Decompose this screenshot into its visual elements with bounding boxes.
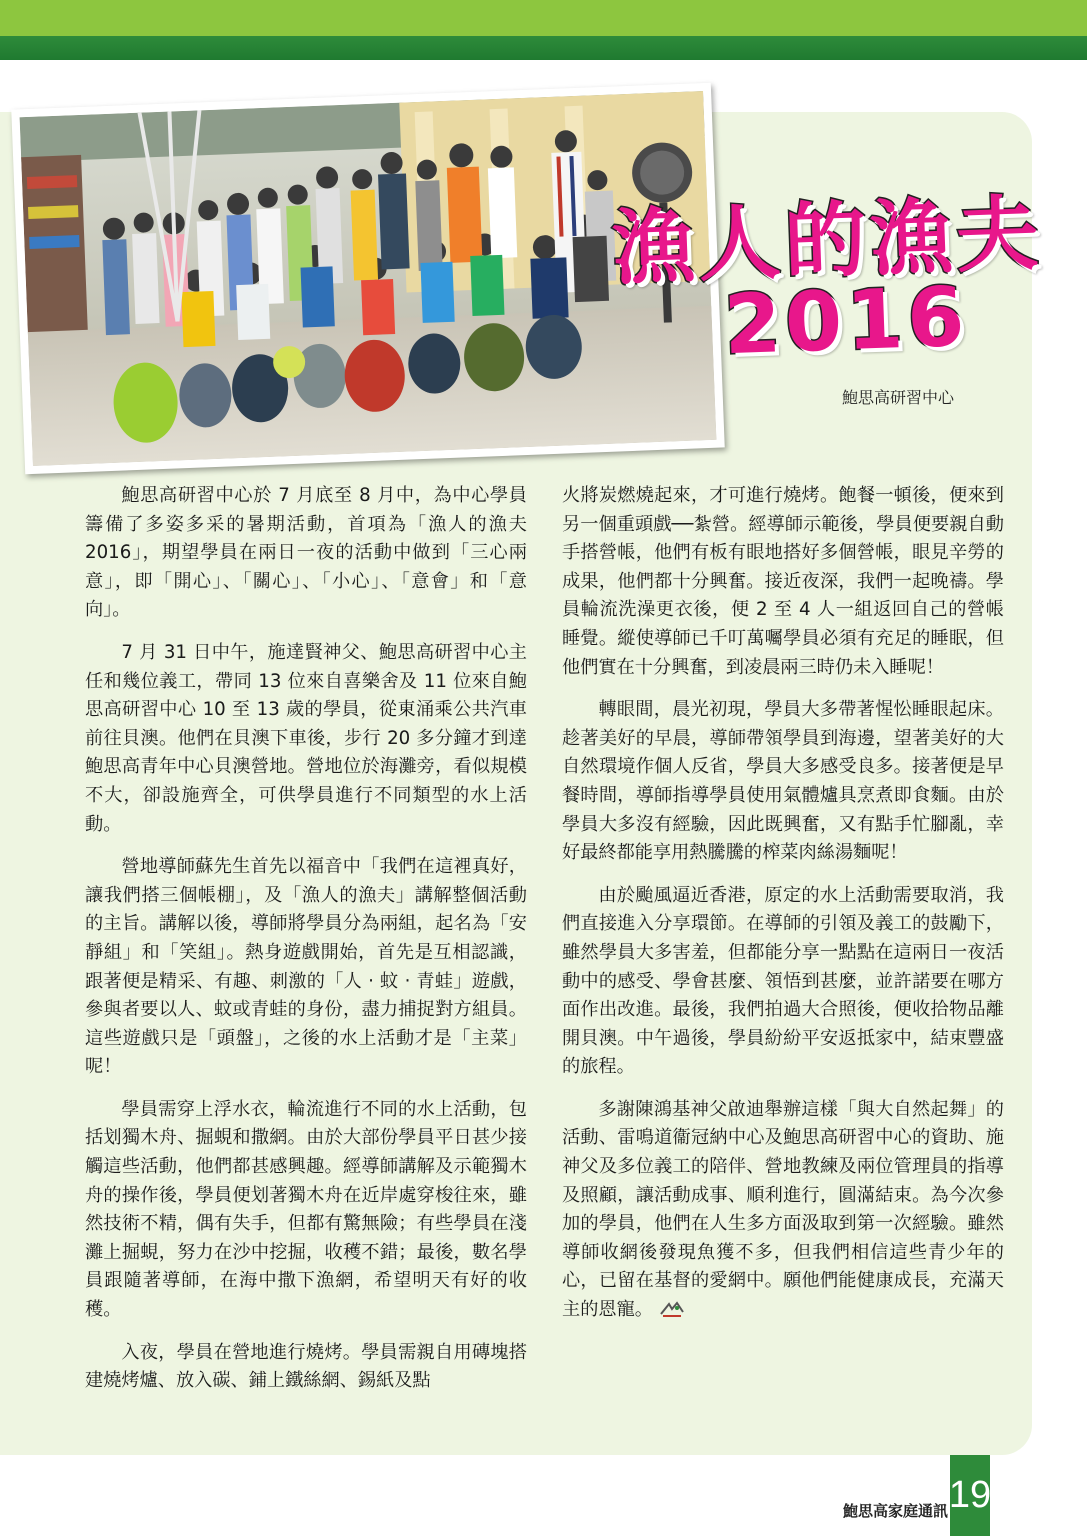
header-band-light [0,0,1087,36]
article-author: 鮑思高研習中心 [842,388,955,407]
paragraph: 轉眼間，晨光初現，學員大多帶著惺忪睡眼起床。趁著美好的早晨，導師帶領學員到海邊，望著美好的大自然環境作個人反省，學員大多感受良多。接著便是早餐時間，導師指導學員使用氣體爐具烹煮即食麵。由於學員大多沒有經驗，因此既興奮，又有點手忙腳亂，幸好最終都能享用熱騰騰的榨菜肉絲湯麵呢！ [562,699,1004,864]
article-title-line1: 漁人的漁夫 [610,186,1044,297]
article-column-right [562,482,1004,1339]
paragraph: 鮑思高研習中心於 7 月底至 8 月中，為中心學員籌備了多姿多采的暑期活動，首項為「漁人的漁夫 2016」，期望學員在兩日一夜的活動中做到「三心兩意」，即「開心」、「關心」、「小心」、「意會」和「意向」。 [85,485,527,621]
paragraph: 入夜，學員在營地進行燒烤。學員需親自用磚塊搭建燒烤爐、放入碳、鋪上鐵絲網、錫紙及點 [85,1341,527,1392]
article-column-left [85,482,527,1410]
end-mark-icon [659,1300,685,1320]
paragraph-text: 多謝陳鴻基神父啟迪舉辦這樣「與大自然起舞」的活動、雷鳴道衞冠納中心及鮑思高研習中心的資助、施神父及多位義工的陪伴、營地教練及兩位管理員的指導及照顧，讓活動成事、順利進行，圓滿結束。為今次參加的學員，他們在人生多方面汲取到第一次經驗。雖然導師收網後發現魚獲不多，但我們相信這些青少年的心，已留在基督的愛網中。願他們能健康成長，充滿天主的恩寵。 [562,1098,1004,1321]
group-photo-illustration [20,91,717,466]
paragraph: 火將炭燃燒起來，才可進行燒烤。飽餐一頓後，便來到另一個重頭戲──紮營。經導師示範後，學員便要親自動手搭營帳，他們有板有眼地搭好多個營帳，眼見辛勞的成果，他們都十分興奮。接近夜深，我們一起晚禱。學員輪流洗澡更衣後，便 2 至 4 人一組返回自己的營帳睡覺。縱使導師已千叮萬囑學員必須有充足的睡眠，但他們實在十分興奮，到凌晨兩三時仍未入睡呢！ [562,485,1004,678]
page-number: 19 [950,1455,990,1536]
header-band-dark [0,36,1087,60]
paragraph-final [562,1096,1004,1325]
paragraph: 由於颱風逼近香港，原定的水上活動需要取消，我們直接進入分享環節。在導師的引領及義工的鼓勵下，雖然學員大多害羞，但都能分享一點點在這兩日一夜活動中的感受、學會甚麼、領悟到甚麼，並許諾要在哪方面作出改進。最後，我們拍過大合照後，便收拾物品離開貝澳。中午過後，學員紛紛平安返抵家中，結束豐盛的旅程。 [562,884,1004,1078]
article-title-line2: 2016 [722,269,970,374]
publication-name: 鮑思高家庭通訊 [843,1502,949,1520]
paragraph: 學員需穿上浮水衣，輪流進行不同的水上活動，包括划獨木舟、掘蜆和撒網。由於大部份學員平日甚少接觸這些活動，他們都甚感興趣。經導師講解及示範獨木舟的操作後，學員便划著獨木舟在近岸處穿梭往來，雖然技術不精，偶有失手，但都有驚無險；有些學員在淺灘上掘蜆，努力在沙中挖掘，收穫不錯；最後，數名學員跟隨著導師，在海中撒下漁網，希望明天有好的收穫。 [85,1098,527,1321]
paragraph: 營地導師蘇先生首先以福音中「我們在這裡真好，讓我們搭三個帳棚」，及「漁人的漁夫」講解整個活動的主旨。講解以後，導師將學員分為兩組，起名為「安靜組」和「笑組」。熱身遊戲開始，首先是互相認識，跟著便是精采、有趣、刺激的「人 ‧ 蚊 ‧ 青蛙」遊戲，參與者要以人、蚊或青蛙的身份，盡力捕捉對方組員。這些遊戲只是「頭盤」，之後的水上活動才是「主菜」呢！ [85,856,527,1078]
paragraph: 7 月 31 日中午，施達賢神父、鮑思高研習中心主任和幾位義工，帶同 13 位來自喜樂舍及 11 位來自鮑思高研習中心 10 至 13 歲的學員，從東涌乘公共汽車前往貝澳。他們在貝澳下車後，步行 20 多分鐘才到達鮑思高青年中心貝澳營地。營地位於海灘旁，看似規模不大，卻設施齊全，可供學員進行不同類型的水上活動。 [85,641,527,835]
